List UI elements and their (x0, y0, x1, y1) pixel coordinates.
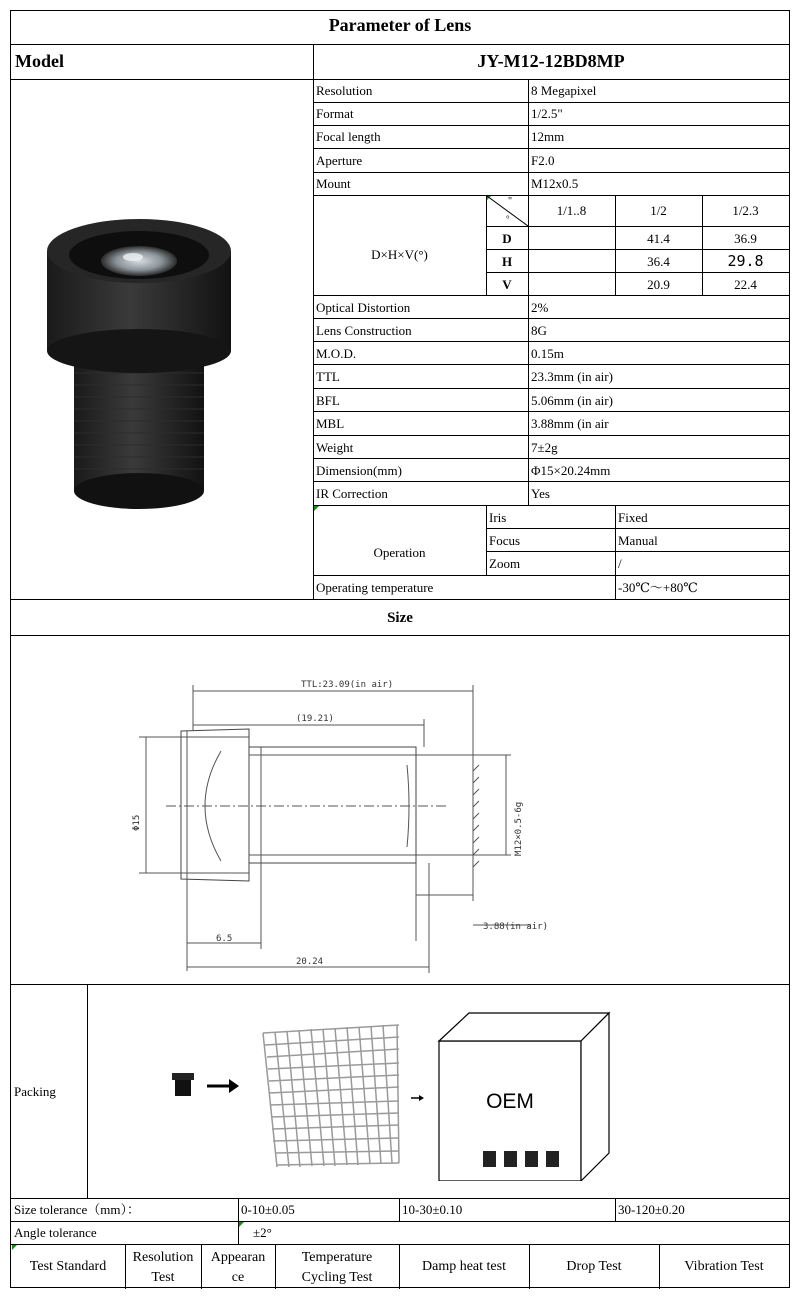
spec-value-aperture: F2.0 (531, 153, 555, 168)
spec-label-distortion: Optical Distortion (316, 300, 411, 315)
test-drop: Drop Test (566, 1259, 622, 1274)
size-tolerance-1: 0-10±0.05 (241, 1202, 295, 1217)
spec-label-ir: IR Correction (316, 486, 388, 501)
test-vibration: Vibration Test (684, 1259, 764, 1274)
fov-header-3: 1/2.3 (732, 203, 759, 218)
fov-header-2: 1/2 (650, 203, 667, 218)
spec-label-ttl: TTL (316, 369, 340, 384)
fov-h-3: 29.8 (727, 252, 764, 270)
lens-photo (29, 211, 249, 511)
dim-2024-text: 20.24 (296, 957, 324, 967)
spec-label-weight: Weight (316, 440, 354, 455)
fov-corner-top: " (508, 196, 513, 207)
spec-value-resolution: 8 Megapixel (531, 83, 597, 98)
fov-row-v: V (502, 277, 512, 292)
spec-label-bfl: BFL (316, 393, 340, 408)
operation-zoom-label: Zoom (489, 556, 521, 571)
fov-header-1: 1/1..8 (556, 203, 587, 218)
fov-corner-bottom: ° (506, 214, 510, 224)
test-appearance: Appearan ce (210, 1250, 266, 1285)
dimension-drawing (111, 651, 551, 981)
dim-mbl-text: 3.88(in air) (483, 922, 549, 932)
spec-label-format: Format (316, 106, 354, 121)
operation-focus-label: Focus (489, 533, 521, 548)
fov-v-3: 22.4 (734, 277, 757, 292)
dim-thread-text: M12×0.5-6g (514, 801, 524, 856)
spec-value-bfl: 5.06mm (in air) (531, 393, 613, 408)
spec-value-format: 1/2.5" (531, 106, 563, 121)
fov-row-d: D (502, 231, 512, 246)
spec-label-aperture: Aperture (316, 153, 363, 168)
size-title: Size (387, 610, 413, 626)
spec-value-mod: 0.15m (531, 346, 564, 361)
tray-grid-icon (263, 1025, 399, 1167)
lens-spec-sheet (10, 10, 790, 1288)
model-label: Model (15, 51, 64, 71)
spec-value-ir: Yes (531, 486, 550, 501)
spec-value-mount: M12x0.5 (531, 176, 579, 191)
test-resolution: Resolution Test (132, 1250, 194, 1285)
size-tolerance-3: 30-120±0.20 (618, 1202, 685, 1217)
oem-text: OEM (486, 1090, 534, 1113)
spec-value-dimension: Φ15×20.24mm (531, 463, 611, 478)
packing-label: Packing (14, 1084, 56, 1099)
fov-d-3: 36.9 (734, 231, 757, 246)
operation-iris-label: Iris (489, 510, 507, 525)
spec-label-resolution: Resolution (316, 83, 373, 98)
spec-value-distortion: 2% (531, 300, 549, 315)
fov-v-2: 20.9 (647, 277, 670, 292)
dim-1921-text: (19.21) (296, 714, 334, 724)
fov-row-h: H (501, 254, 513, 269)
spec-value-mbl: 3.88mm (in air (531, 416, 609, 431)
model-value: JY-M12-12BD8MP (477, 51, 625, 71)
operation-focus-value: Manual (618, 533, 658, 548)
spec-value-focal-length: 12mm (531, 129, 565, 144)
spec-value-ttl: 23.3mm (in air) (531, 369, 613, 384)
spec-label-construction: Lens Construction (316, 323, 412, 338)
test-damp-heat: Damp heat test (422, 1259, 506, 1274)
spec-value-construction: 8G (531, 323, 547, 338)
operating-temp-value: -30℃～+80℃ (618, 580, 698, 595)
dim-dia-text: Φ15 (132, 814, 142, 831)
spec-label-dimension: Dimension(mm) (316, 463, 402, 478)
operation-iris-value: Fixed (618, 510, 648, 525)
angle-tolerance-label: Angle tolerance (14, 1225, 97, 1240)
dim-65-text: 6.5 (216, 934, 233, 944)
spec-value-weight: 7±2g (531, 440, 558, 455)
spec-label-focal-length: Focal length (316, 129, 381, 144)
packing-illustration (171, 1011, 611, 1181)
fov-h-2: 36.4 (647, 254, 670, 269)
arrow-icon (229, 1079, 239, 1093)
operation-label: Operation (373, 545, 426, 560)
spec-label-mod: M.O.D. (316, 346, 357, 361)
spec-label-mount: Mount (316, 176, 351, 191)
angle-tolerance-value: ±2° (253, 1225, 272, 1240)
size-tolerance-label: Size tolerance（mm）： (14, 1202, 140, 1217)
operating-temp-label: Operating temperature (316, 580, 434, 595)
sheet-title: Parameter of Lens (328, 15, 472, 35)
test-temperature-cycling: Temperature Cycling Test (301, 1250, 373, 1285)
fov-d-2: 41.4 (647, 231, 670, 246)
fov-label: D×H×V(°) (371, 247, 428, 262)
dim-ttl-text: TTL:23.09(in air) (301, 680, 394, 690)
operation-zoom-value: / (618, 556, 622, 571)
size-tolerance-2: 10-30±0.10 (402, 1202, 463, 1217)
spec-label-mbl: MBL (316, 416, 345, 431)
test-standard-label: Test Standard (29, 1259, 107, 1274)
